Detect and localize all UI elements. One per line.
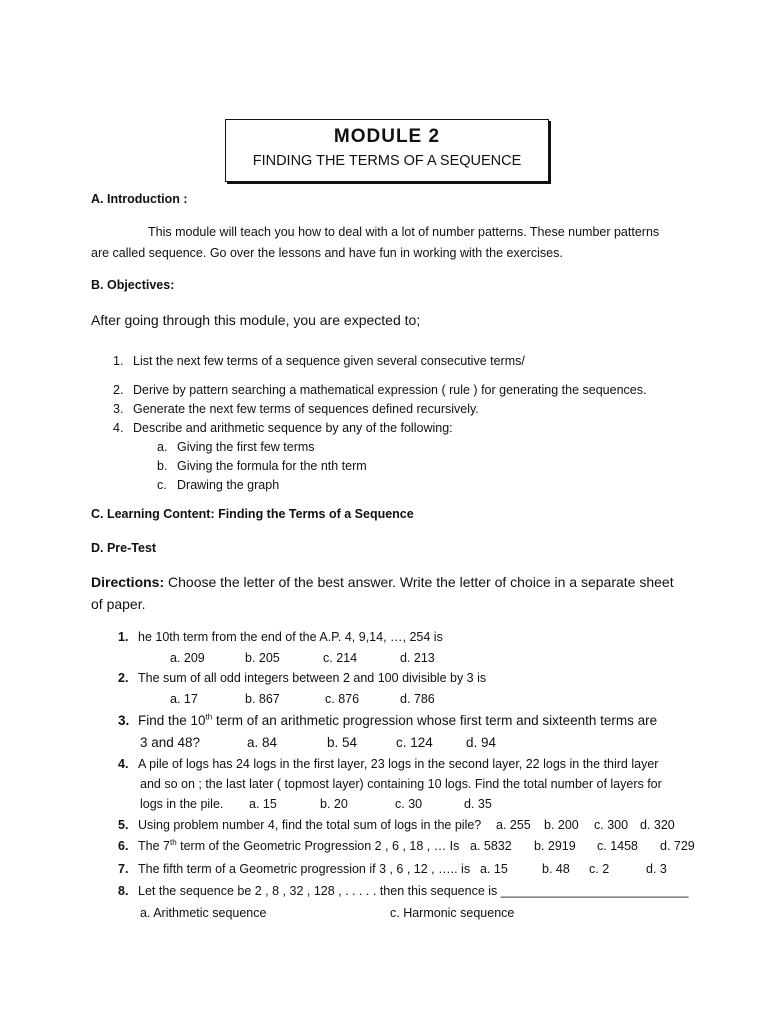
q5-choice-a: a. 255	[496, 818, 531, 832]
q3-choice-b: b. 54	[327, 735, 358, 750]
objectives-lead: After going through this module, you are expected to;	[91, 312, 421, 328]
intro-line-2: are called sequence. Go over the lessons and have fun in working with the exercises.	[91, 246, 563, 260]
q1-choice-a: a. 209	[170, 651, 205, 665]
q6-choice-a: a. 5832	[470, 839, 512, 853]
directions-line-2: of paper.	[91, 596, 146, 612]
q2-choice-c: c. 876	[325, 692, 360, 706]
directions-label: Directions:	[91, 574, 165, 590]
q5-choice-d: d. 320	[640, 818, 675, 832]
intro-line-1: This module will teach you how to deal with a lot of number patterns. These number patterns	[148, 225, 660, 239]
q5-choice-b: b. 200	[544, 818, 579, 832]
q4-line-2: and so on ; the last later ( topmost layer) containing 10 logs. Find the total number of layers for	[140, 777, 662, 791]
q4-choice-c: c. 30	[395, 797, 423, 811]
q1-choice-b: b. 205	[245, 651, 280, 665]
objective-subitem: c. Drawing the graph	[157, 478, 280, 492]
question-2: 2. The sum of all odd integers between 2 and 100 divisible by 3 is	[118, 671, 487, 685]
q4-choice-b: b. 20	[320, 797, 348, 811]
pretest-heading: D. Pre-Test	[91, 541, 157, 555]
module-subtitle: FINDING THE TERMS OF A SEQUENCE	[252, 153, 522, 169]
learning-content-heading: C. Learning Content: Finding the Terms of a Sequence	[91, 507, 414, 521]
question-8: 8. Let the sequence be 2 , 8 , 32 , 128 , . . . . . then this sequence is ___________________________	[118, 884, 689, 898]
q6-choice-c: c. 1458	[597, 839, 639, 853]
objective-subitem: a. Giving the first few terms	[157, 440, 315, 454]
q6-choice-d: d. 729	[660, 839, 695, 853]
objective-item: 1. List the next few terms of a sequence given several consecutive terms/	[113, 354, 525, 368]
objectives-heading: B. Objectives:	[91, 278, 175, 292]
question-6: 6. The 7th term of the Geometric Progression 2 , 6 , 18 , … Is	[118, 837, 460, 853]
q7-choice-d: d. 3	[646, 862, 667, 876]
question-7: 7. The fifth term of a Geometric progression if 3 , 6 , 12 , ….. is	[118, 862, 471, 876]
q7-choice-c: c. 2	[589, 862, 610, 876]
q4-choice-a: a. 15	[249, 797, 277, 811]
objective-item: 3. Generate the next few terms of sequences defined recursively.	[113, 402, 479, 416]
q3-choice-d: d. 94	[466, 735, 497, 750]
q2-choice-d: d. 786	[400, 692, 435, 706]
q8-choice-c: c. Harmonic sequence	[390, 906, 515, 920]
objective-subitem: b. Giving the formula for the nth term	[157, 459, 367, 473]
q3-choice-c: c. 124	[396, 735, 433, 750]
module-title-box	[225, 119, 549, 182]
objective-item: 2. Derive by pattern searching a mathematical expression ( rule ) for generating the sequences.	[113, 383, 647, 397]
q3-choice-a: a. 84	[247, 735, 278, 750]
question-5: 5. Using problem number 4, find the total sum of logs in the pile?	[118, 818, 482, 832]
question-1: 1. he 10th term from the end of the A.P. 4, 9,14, …, 254 is	[118, 630, 443, 644]
question-4: 4. A pile of logs has 24 logs in the first layer, 23 logs in the second layer, 22 logs in the third layer	[118, 757, 659, 771]
q2-choice-a: a. 17	[170, 692, 198, 706]
module-title: MODULE 2	[333, 126, 441, 147]
q1-choice-d: d. 213	[400, 651, 435, 665]
intro-heading: A. Introduction :	[91, 192, 188, 206]
objective-item: 4. Describe and arithmetic sequence by any of the following:	[113, 421, 453, 435]
q5-choice-c: c. 300	[594, 818, 629, 832]
q7-choice-b: b. 48	[542, 862, 570, 876]
q6-choice-b: b. 2919	[534, 839, 576, 853]
q7-choice-a: a. 15	[480, 862, 508, 876]
q2-choice-b: b. 867	[245, 692, 280, 706]
q3-line-2: 3 and 48?	[140, 735, 201, 750]
q1-choice-c: c. 214	[323, 651, 358, 665]
q4-line-3: logs in the pile.	[140, 797, 224, 811]
q4-choice-d: d. 35	[464, 797, 492, 811]
question-3: 3. Find the 10th term of an arithmetic progression whose first term and sixteenth terms are	[118, 712, 658, 728]
q8-choice-a: a. Arithmetic sequence	[140, 906, 267, 920]
directions-line-1: Directions: Choose the letter of the best answer. Write the letter of choice in a separate sheet	[91, 574, 674, 590]
